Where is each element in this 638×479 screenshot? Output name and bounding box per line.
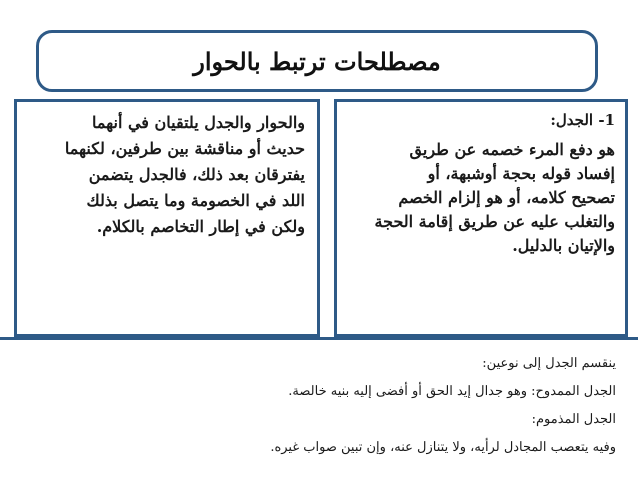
definition-box — [334, 99, 628, 337]
blamed-debate-heading: الجدل المذموم: — [531, 412, 616, 427]
definition-line: هو دفع المرء خصمه عن طريق — [409, 140, 615, 159]
page-title: مصطلحات ترتبط بالحوار — [193, 46, 441, 76]
praised-debate-line: الجدل الممدوح: وهو جدال إيد الحق أو أفضى إليه بنيه خالصة. — [288, 384, 616, 399]
comparison-line: اللد في الخصومة وما يتصل بذلك — [86, 191, 305, 210]
definition-line: والتغلب عليه عن طريق إقامة الحجة — [374, 212, 615, 231]
comparison-line: يفترقان بعد ذلك، فالجدل يتضمن — [88, 165, 305, 184]
comparison-box — [14, 99, 320, 337]
definition-line: تصحيح كلامه، أو هو إلزام الخصم — [398, 188, 615, 207]
definition-heading: 1- الجدل: — [550, 111, 615, 129]
comparison-line: ولكن في إطار التخاصم بالكلام. — [96, 217, 305, 236]
types-intro: ينقسم الجدل إلى نوعين: — [482, 356, 616, 371]
definition-line: إفساد قوله بحجة أوشبهة، أو — [427, 164, 615, 183]
content-grid — [0, 99, 638, 479]
blamed-debate-line: وفيه يتعصب المجادل لرأيه، ولا يتنازل عنه، وإن تبين صواب غيره. — [270, 440, 616, 455]
comparison-line: والحوار والجدل يلتقيان في أنهما — [92, 113, 305, 132]
title-box — [36, 30, 598, 92]
types-box — [0, 337, 638, 479]
definition-line: والإتيان بالدليل. — [512, 236, 615, 255]
comparison-line: حديث أو مناقشة بين طرفين، لكنهما — [64, 139, 305, 158]
